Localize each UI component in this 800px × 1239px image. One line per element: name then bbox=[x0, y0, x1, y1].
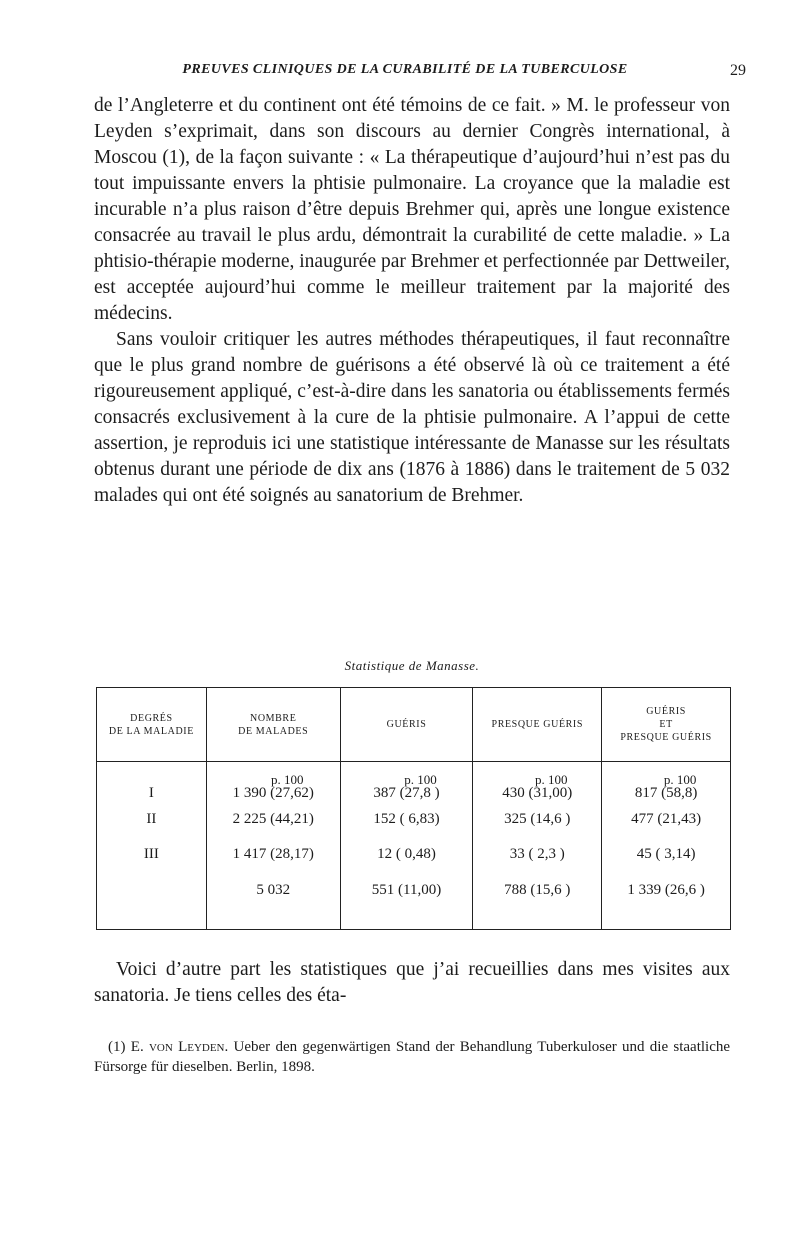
manasse-statistics-table bbox=[96, 687, 731, 930]
table-header-row bbox=[97, 688, 731, 762]
row-1-patients: p. 100 1 390 (27,62) bbox=[206, 762, 340, 802]
row-3-patients: 1 417 (28,17) bbox=[206, 837, 340, 871]
table-caption: Statistique de Manasse. bbox=[344, 658, 480, 673]
footnote-marker: (1) bbox=[108, 1039, 126, 1055]
table-total-row bbox=[97, 871, 731, 930]
footnote bbox=[94, 1037, 730, 1077]
header-patients: NOMBRE DE MALADES bbox=[206, 688, 340, 762]
row-2-patients: 2 225 (44,21) bbox=[206, 801, 340, 837]
row-3-degree: III bbox=[97, 837, 207, 871]
header-nearly-cured: PRESQUE GUÉRIS bbox=[473, 688, 602, 762]
main-text bbox=[94, 93, 730, 509]
row-2-nearly: 325 (14,6 ) bbox=[473, 801, 602, 837]
paragraph-2: Sans vouloir critiquer les autres méthodes thérapeutiques, il faut reconnaître que le plus grand nombre de guérisons a été observé là où ce traitement a été rigoureusement appliqué, c’est-à-dire dans les sanatoria ou établissements fermés consacrés exclusivement à la cure de la phtisie pulmonaire. A l’appui de cette assertion, je reproduis ici une statistique intéressante de Manasse sur les résultats obtenus durant une période de dix ans (1876 à 1886) dans le traitement de 5 032 malades qui ont été soignés au sanatorium de Brehmer. bbox=[94, 329, 730, 506]
total-nearly: 788 (15,6 ) bbox=[473, 871, 602, 930]
total-both: 1 339 (26,6 ) bbox=[602, 871, 731, 930]
table-row bbox=[97, 801, 731, 837]
row-3-nearly: 33 ( 2,3 ) bbox=[473, 837, 602, 871]
header-cured-and-nearly: GUÉRIS ET PRESQUE GUÉRIS bbox=[602, 688, 731, 762]
row-1-degree: I bbox=[97, 762, 207, 802]
header-cured: GUÉRIS bbox=[340, 688, 473, 762]
row-3-cured: 12 ( 0,48) bbox=[340, 837, 473, 871]
row-1-both: p. 100 817 (58,8) bbox=[602, 762, 731, 802]
row-2-both: 477 (21,43) bbox=[602, 801, 731, 837]
running-title: PREUVES CLINIQUES DE LA CURABILITÉ DE LA TUBERCULOSE bbox=[182, 62, 628, 77]
paragraph-1: de l’Angleterre et du continent ont été témoins de ce fait. » M. le professeur von Leyden s’exprimait, dans son discours au dernier Congrès international, à Moscou (1), de la façon suivante : « La thérapeutique d’aujourd’hui n’est pas du tout impuissante envers la phtisie pulmonaire. La croyance que la maladie est incurable n’a plus raison d’être depuis Brehmer qui, après une longue existence consacrée au travail le plus ardu, démontrait la curabilité de cette maladie. » La phtisio-thérapie moderne, inaugurée par Brehmer et perfectionnée par Dettweiler, est acceptée aujourd’hui comme le meilleur traitement par la majorité des médecins. bbox=[94, 95, 730, 324]
table-row bbox=[97, 837, 731, 871]
table-row bbox=[97, 762, 731, 802]
row-1-nearly: p. 100 430 (31,00) bbox=[473, 762, 602, 802]
footnote-text: Ueber den gegenwärtigen Stand der Behandlung Tuberkuloser und die staatliche Fürsorge für dieselben. Berlin, 1898. bbox=[94, 1039, 731, 1075]
row-2-cured: 152 ( 6,83) bbox=[340, 801, 473, 837]
total-degree bbox=[97, 871, 207, 930]
row-3-both: 45 ( 3,14) bbox=[602, 837, 731, 871]
row-1-cured: p. 100 387 (27,8 ) bbox=[340, 762, 473, 802]
footnote-author: E. von Leyden. bbox=[130, 1039, 229, 1055]
total-cured: 551 (11,00) bbox=[340, 871, 473, 930]
paragraph-3: Voici d’autre part les statistiques que j’ai recueillies dans mes visites aux sanatoria. Je tiens celles des éta- bbox=[94, 959, 730, 1006]
page-number: 29 bbox=[730, 62, 746, 79]
header-degree: DEGRÉS DE LA MALADIE bbox=[97, 688, 207, 762]
row-2-degree: II bbox=[97, 801, 207, 837]
closing-text bbox=[94, 957, 730, 1009]
total-patients: 5 032 bbox=[206, 871, 340, 930]
